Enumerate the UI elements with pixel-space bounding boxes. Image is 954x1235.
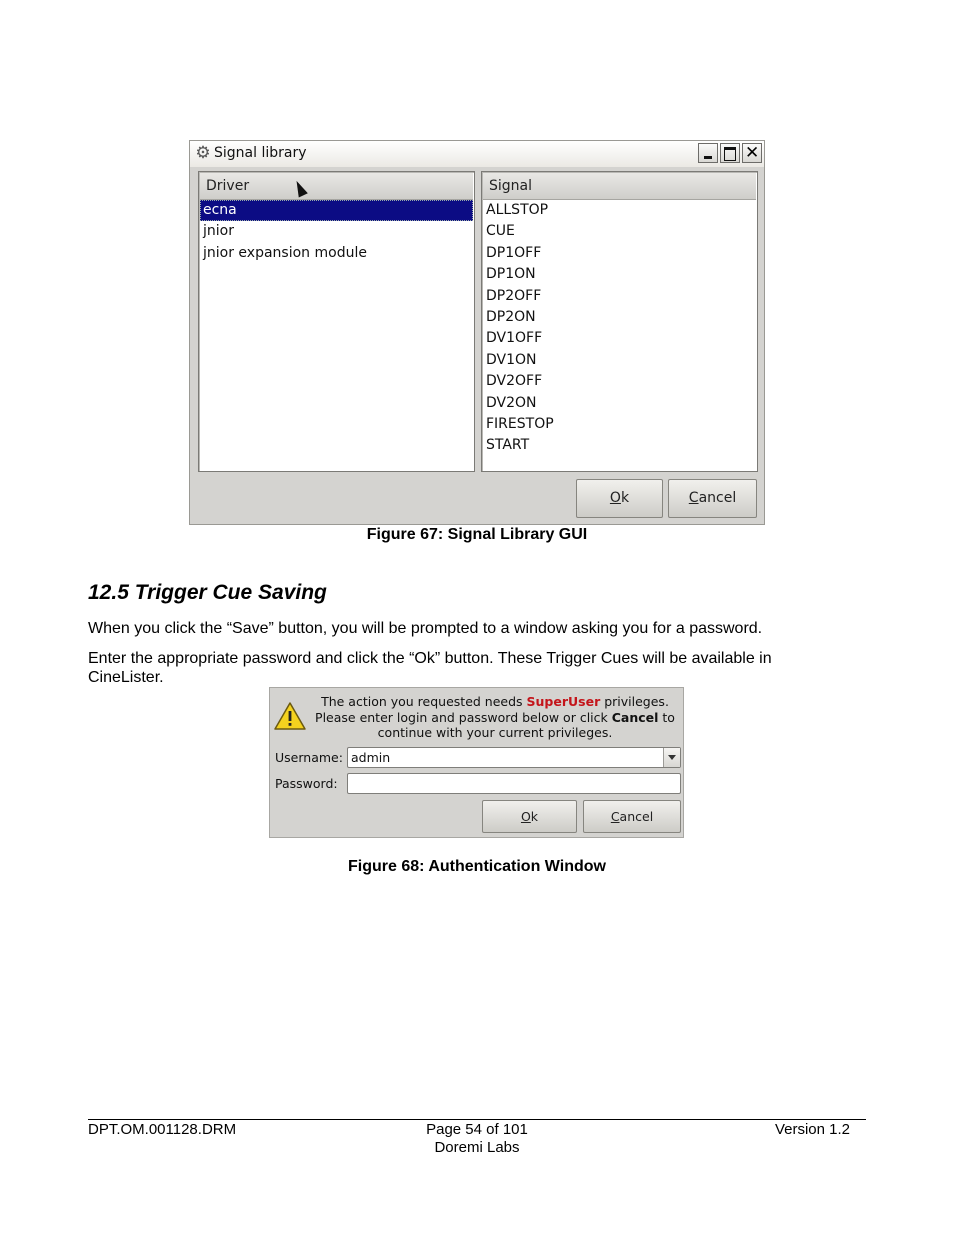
- signal-column-header[interactable]: Signal: [483, 173, 756, 200]
- maximize-button[interactable]: [720, 143, 740, 163]
- signal-list-item[interactable]: FIRESTOP: [486, 415, 554, 432]
- footer-doc-id: DPT.OM.001128.DRM: [88, 1121, 237, 1138]
- chevron-down-icon[interactable]: [663, 748, 680, 767]
- auth-cancel-button[interactable]: [583, 800, 681, 833]
- paragraph-1: When you click the “Save” button, you will be prompted to a window asking you for a password.: [88, 620, 763, 637]
- signal-list-item[interactable]: DV2ON: [486, 394, 537, 411]
- footer-company: Doremi Labs: [434, 1139, 520, 1156]
- close-button[interactable]: [742, 143, 762, 163]
- privileges-message: [310, 694, 680, 741]
- footer-version: Version 1.2: [774, 1121, 850, 1138]
- auth-ok-mnemonic: O: [520, 809, 531, 824]
- signal-library-window: [189, 140, 765, 525]
- ok-label-rest: k: [620, 490, 630, 506]
- figure-68-caption: Figure 68: Authentication Window: [348, 858, 606, 875]
- cancel-label-rest: ancel: [698, 490, 737, 506]
- signal-list-item[interactable]: DP1OFF: [486, 244, 542, 261]
- signal-list-item[interactable]: DV2OFF: [486, 373, 543, 390]
- section-heading: 12.5 Trigger Cue Saving: [88, 581, 327, 604]
- msg-line1-c: privileges.: [600, 694, 669, 709]
- gear-icon: ⚙: [195, 143, 211, 162]
- signal-list[interactable]: [481, 171, 758, 472]
- close-icon: ✕: [745, 143, 760, 163]
- footer-page: Page 54 of 101: [426, 1121, 528, 1138]
- maximize-icon: [724, 147, 736, 161]
- auth-cancel-mnemonic: C: [610, 809, 620, 824]
- driver-rows: [200, 200, 473, 264]
- minimize-button[interactable]: [698, 143, 718, 163]
- ok-button[interactable]: [576, 479, 663, 518]
- warning-icon: [273, 701, 307, 731]
- driver-list-item[interactable]: jnior expansion module: [203, 244, 367, 261]
- cancel-text: Cancel: [611, 709, 659, 725]
- driver-list[interactable]: [198, 171, 475, 472]
- title-bar: [190, 141, 764, 167]
- signal-list-item[interactable]: DP1ON: [486, 266, 536, 283]
- ok-mnemonic: O: [609, 490, 621, 506]
- username-label: Username:: [275, 750, 343, 765]
- password-label: Password:: [275, 776, 338, 791]
- signal-rows: [483, 200, 756, 457]
- figure-67-caption: Figure 67: Signal Library GUI: [366, 526, 588, 543]
- auth-ok-button[interactable]: [482, 800, 577, 833]
- msg-line3: continue with your current privileges.: [377, 725, 613, 740]
- driver-list-item[interactable]: jnior: [203, 223, 234, 240]
- auth-cancel-label-rest: ancel: [619, 809, 654, 824]
- msg-line2-a: Please enter login and password below or click: [315, 709, 612, 725]
- superuser-text: SuperUser: [526, 694, 601, 709]
- signal-list-item[interactable]: DP2OFF: [486, 287, 542, 304]
- username-combo[interactable]: [347, 747, 681, 768]
- signal-list-item[interactable]: DP2ON: [486, 308, 536, 325]
- minimize-icon: [704, 156, 712, 159]
- cancel-mnemonic: C: [688, 490, 699, 506]
- signal-list-item[interactable]: DV1ON: [486, 351, 537, 368]
- signal-list-item[interactable]: CUE: [486, 223, 515, 240]
- footer-divider: [88, 1119, 866, 1120]
- signal-list-item[interactable]: DV1OFF: [486, 330, 543, 347]
- window-title: Signal library: [214, 145, 307, 161]
- auth-ok-label-rest: k: [530, 809, 539, 824]
- driver-list-item[interactable]: ecna: [200, 200, 473, 221]
- driver-column-header[interactable]: Driver: [200, 173, 473, 200]
- msg-line2-c: to: [658, 709, 675, 725]
- username-value: admin: [351, 750, 391, 765]
- authentication-window: [269, 687, 684, 838]
- signal-list-item[interactable]: START: [486, 437, 530, 454]
- signal-list-item[interactable]: ALLSTOP: [486, 202, 549, 218]
- paragraph-2: Enter the appropriate password and click the “Ok” button. These Trigger Cues will be available in CineLister.: [88, 650, 772, 686]
- password-field[interactable]: [347, 773, 681, 794]
- msg-line1-a: The action you requested needs: [321, 694, 527, 709]
- cancel-button[interactable]: [668, 479, 757, 518]
